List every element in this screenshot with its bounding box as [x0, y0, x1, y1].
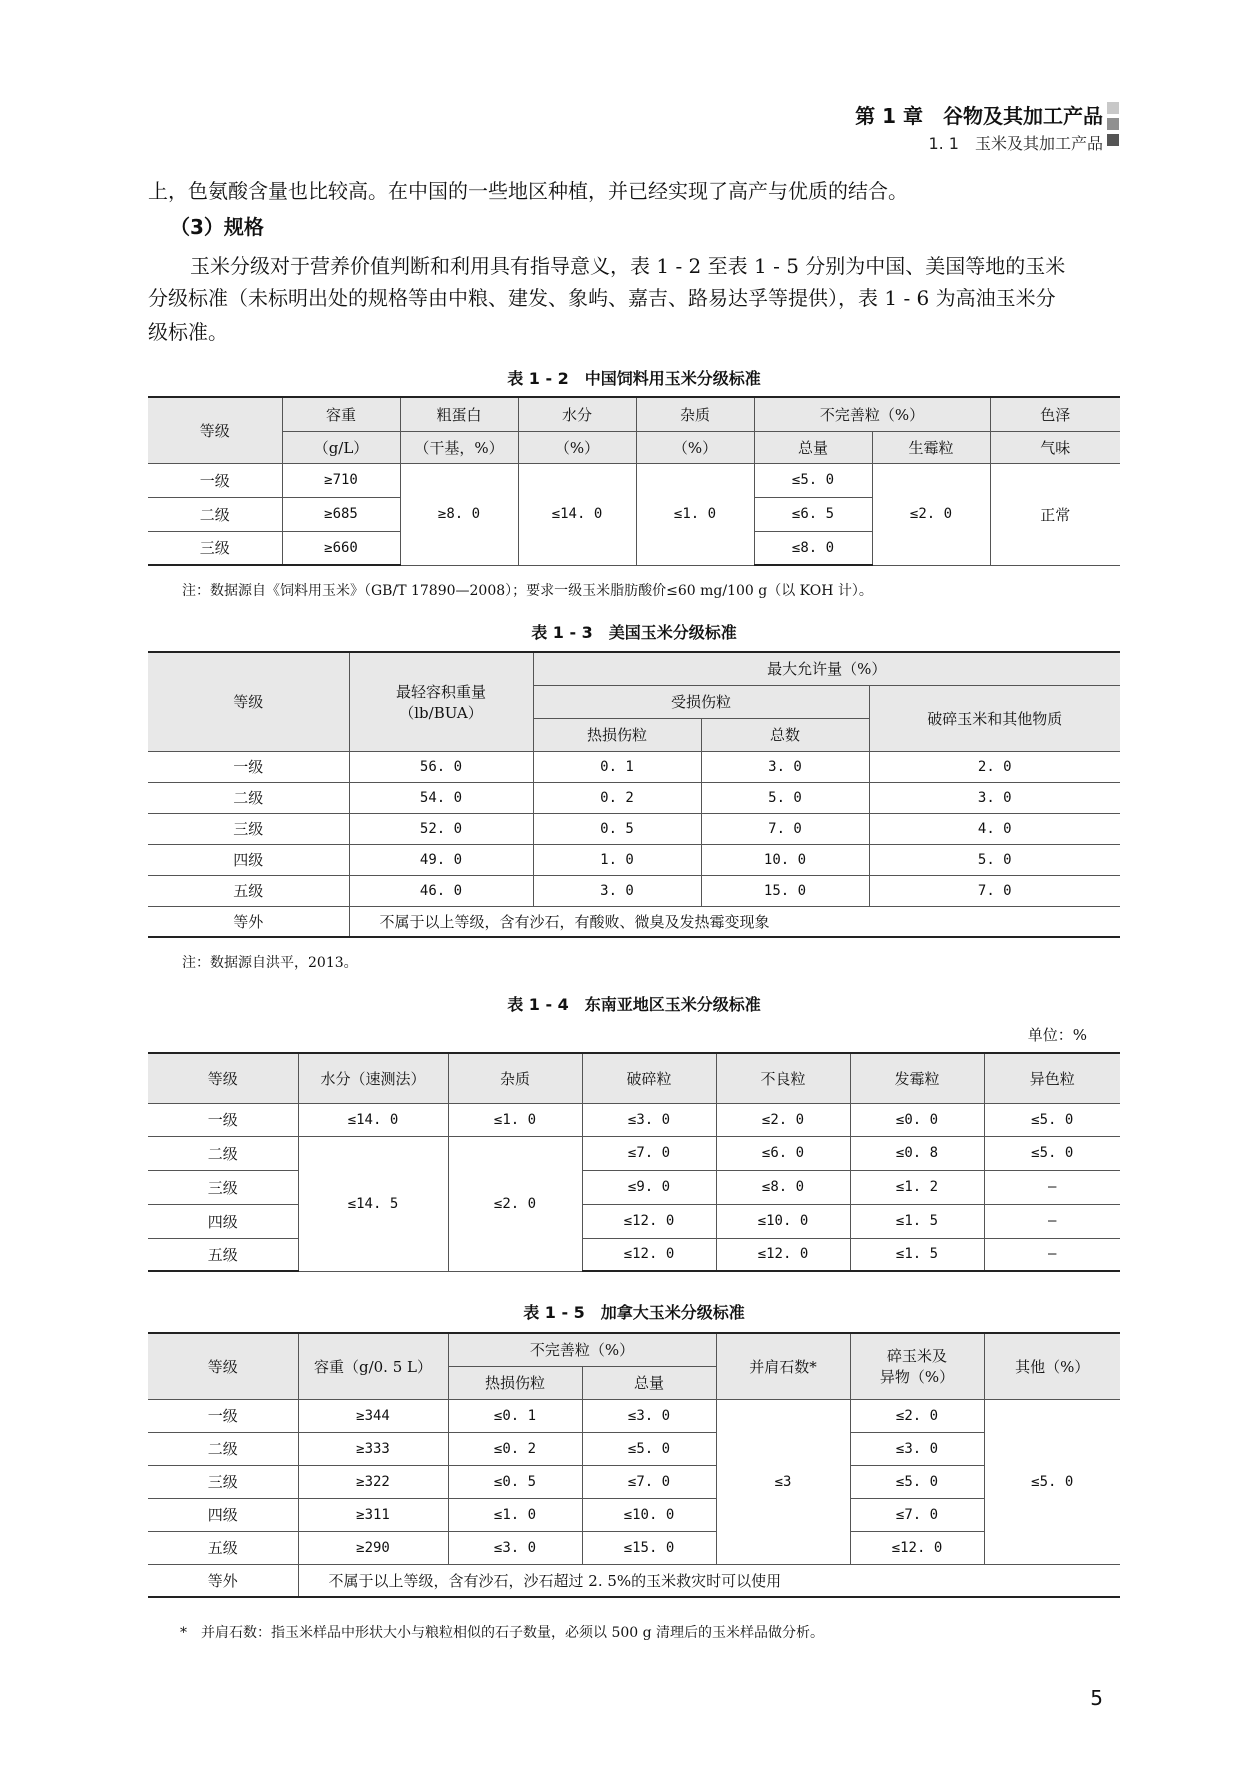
table-caption: 表 1 - 2 中国饲料用玉米分级标准 [507, 369, 761, 388]
cell-weight: 54. 0 [349, 782, 533, 813]
cell-heat: 1. 0 [533, 844, 701, 875]
header-broken-label: 碎玉米及 [886, 1347, 947, 1366]
header-broken-unit: 异物（%） [879, 1368, 955, 1387]
chapter-header: 第 1 章 谷物及其加工产品 [855, 104, 1103, 128]
cell-grade: 一级 [148, 751, 349, 782]
header-broken: 破碎粒 [582, 1053, 716, 1103]
cell-grade: 一级 [148, 1103, 298, 1136]
cell-density: ≥344 [298, 1399, 448, 1432]
cell-broken: ≤3. 0 [850, 1432, 984, 1465]
cell-grade: 等外 [148, 1564, 298, 1597]
cell-heat: 3. 0 [533, 875, 701, 906]
table-row [148, 1103, 1120, 1136]
cell-mold: ≤1. 2 [850, 1170, 984, 1204]
header-heat: 热损伤粒 [533, 718, 701, 751]
cell-bad: ≤6. 0 [716, 1136, 850, 1170]
header-protein-unit: （干基，%） [400, 431, 518, 463]
cell-density: ≥660 [282, 531, 400, 565]
cell-mold: ≤0. 0 [850, 1103, 984, 1136]
cell-impurity: ≤2. 0 [448, 1136, 582, 1271]
cell-moldy: ≤2. 0 [872, 463, 990, 565]
header-total: 总量 [582, 1366, 716, 1399]
cell-density: ≥710 [282, 463, 400, 497]
cell-grade: 一级 [148, 1399, 298, 1432]
header-moisture-unit: （%） [518, 431, 636, 463]
table-row [148, 906, 1120, 937]
cell-grade: 二级 [148, 1136, 298, 1170]
header-weight-unit: （lb/BUA） [399, 703, 483, 722]
cell-off-color: ≤5. 0 [984, 1103, 1120, 1136]
cell-density: ≥322 [298, 1465, 448, 1498]
cell-total: 7. 0 [701, 813, 869, 844]
cell-total: 10. 0 [701, 844, 869, 875]
cell-mold: ≤1. 5 [850, 1238, 984, 1271]
header-imperfect: 不完善粒（%） [754, 397, 990, 431]
table-row [148, 1238, 1120, 1271]
header-other: 其他（%） [984, 1333, 1120, 1399]
square-dark [1107, 134, 1119, 146]
cell-bad: ≤2. 0 [716, 1103, 850, 1136]
table-row [148, 844, 1120, 875]
header-weight-label: 最轻容积重量 [395, 682, 486, 701]
cell-grade: 三级 [148, 531, 282, 565]
table-footnote: * 并肩石数：指玉米样品中形状大小与粮粒相似的石子数量，必须以 500 g 清理后的玉米样品做分析。 [180, 1625, 825, 1641]
square-mid [1107, 118, 1119, 130]
table-china-grades [148, 396, 1120, 566]
header-bad: 不良粒 [716, 1053, 850, 1103]
header-stone: 并肩石数* [716, 1333, 850, 1399]
cell-broken: ≤5. 0 [850, 1465, 984, 1498]
cell-grade: 三级 [148, 813, 349, 844]
cell-moisture: ≤14. 0 [518, 463, 636, 565]
cell-broken: ≤7. 0 [582, 1136, 716, 1170]
header-total: 总量 [754, 431, 872, 463]
cell-grade: 五级 [148, 875, 349, 906]
header-mold: 发霉粒 [850, 1053, 984, 1103]
cell-weight: 56. 0 [349, 751, 533, 782]
header-grade: 等级 [148, 1053, 298, 1103]
header-moldy: 生霉粒 [872, 431, 990, 463]
cell-weight: 46. 0 [349, 875, 533, 906]
cell-density: ≥311 [298, 1498, 448, 1531]
cell-grade: 五级 [148, 1238, 298, 1271]
table-caption: 表 1 - 3 美国玉米分级标准 [531, 623, 737, 642]
cell-broken: 3. 0 [869, 782, 1120, 813]
cell-heat: ≤0. 5 [448, 1465, 582, 1498]
header-off-color: 异色粒 [984, 1053, 1120, 1103]
cell-grade: 二级 [148, 1432, 298, 1465]
table-row [148, 1498, 1120, 1531]
table-unit: 单位：% [1027, 1026, 1087, 1044]
cell-density: ≥685 [282, 497, 400, 531]
cell-bad: ≤8. 0 [716, 1170, 850, 1204]
cell-total: ≤5. 0 [754, 463, 872, 497]
cell-total: ≤5. 0 [582, 1432, 716, 1465]
cell-broken: ≤3. 0 [582, 1103, 716, 1136]
table-usa-grades [148, 651, 1120, 938]
cell-mold: ≤1. 5 [850, 1204, 984, 1238]
table-row [148, 751, 1120, 782]
header-odor: 气味 [990, 431, 1120, 463]
table-row [148, 875, 1120, 906]
page-number: 5 [1090, 1686, 1103, 1710]
table-row [148, 1399, 1120, 1432]
cell-grade: 二级 [148, 497, 282, 531]
cell-broken: ≤2. 0 [850, 1399, 984, 1432]
cell-total: ≤6. 5 [754, 497, 872, 531]
header-weight [349, 652, 533, 751]
cell-other: ≤5. 0 [984, 1399, 1120, 1564]
table-row [148, 1564, 1120, 1597]
cell-total: ≤3. 0 [582, 1399, 716, 1432]
header-imperfect: 不完善粒（%） [448, 1333, 716, 1366]
header-grade: 等级 [148, 652, 349, 751]
cell-heat: ≤3. 0 [448, 1531, 582, 1564]
cell-heat: 0. 5 [533, 813, 701, 844]
header-broken [850, 1333, 984, 1399]
header-broken: 破碎玉米和其他物质 [869, 685, 1120, 751]
cell-grade: 四级 [148, 844, 349, 875]
header-density: 容重（g/0. 5 L） [298, 1333, 448, 1399]
cell-heat: 0. 1 [533, 751, 701, 782]
cell-off-color: — [984, 1204, 1120, 1238]
cell-broken: 5. 0 [869, 844, 1120, 875]
table-row [148, 463, 1120, 497]
cell-heat: 0. 2 [533, 782, 701, 813]
cell-heat: ≤1. 0 [448, 1498, 582, 1531]
table-row [148, 813, 1120, 844]
cell-heat: ≤0. 1 [448, 1399, 582, 1432]
cell-protein: ≥8. 0 [400, 463, 518, 565]
cell-grade: 一级 [148, 463, 282, 497]
table-note: 注：数据源自《饲料用玉米》（GB/T 17890—2008）；要求一级玉米脂肪酸价≤60 mg/100 g（以 KOH 计）。 [182, 583, 873, 599]
header-moisture: 水分（速测法） [298, 1053, 448, 1103]
header-grade: 等级 [148, 1333, 298, 1399]
cell-bad: ≤12. 0 [716, 1238, 850, 1271]
cell-grade: 三级 [148, 1465, 298, 1498]
cell-weight: 49. 0 [349, 844, 533, 875]
section-header: 1. 1 玉米及其加工产品 [928, 134, 1103, 153]
cell-impurity: ≤1. 0 [448, 1103, 582, 1136]
cell-broken: 7. 0 [869, 875, 1120, 906]
cell-extra-text: 不属于以上等级，含有沙石，沙石超过 2. 5%的玉米救灾时可以使用 [298, 1564, 1120, 1597]
header-moisture: 水分 [518, 397, 636, 431]
text-line: 玉米分级对于营养价值判断和利用具有指导意义，表 1 - 2 至表 1 - 5 分别为中国、美国等地的玉米 [190, 254, 1066, 278]
table-row [148, 1136, 1120, 1170]
cell-color: 正常 [990, 463, 1120, 565]
cell-grade: 等外 [148, 906, 349, 937]
cell-heat: ≤0. 2 [448, 1432, 582, 1465]
cell-broken: ≤7. 0 [850, 1498, 984, 1531]
header-protein: 粗蛋白 [400, 397, 518, 431]
cell-broken: 4. 0 [869, 813, 1120, 844]
header-grade: 等级 [148, 397, 282, 463]
cell-mold: ≤0. 8 [850, 1136, 984, 1170]
cell-off-color: ≤5. 0 [984, 1136, 1120, 1170]
cell-broken: ≤12. 0 [582, 1204, 716, 1238]
cell-extra-text: 不属于以上等级，含有沙石，有酸败、微臭及发热霉变现象 [349, 906, 1120, 937]
header-damaged: 受损伤粒 [533, 685, 869, 718]
cell-total: 5. 0 [701, 782, 869, 813]
cell-grade: 三级 [148, 1170, 298, 1204]
cell-impurity: ≤1. 0 [636, 463, 754, 565]
subheading: （3）规格 [170, 215, 264, 239]
cell-total: 3. 0 [701, 751, 869, 782]
header-squares [1107, 102, 1119, 150]
cell-density: ≥333 [298, 1432, 448, 1465]
cell-broken: ≤12. 0 [850, 1531, 984, 1564]
cell-total: 15. 0 [701, 875, 869, 906]
header-density: 容重 [282, 397, 400, 431]
header-max-allowed: 最大允许量（%） [533, 652, 1120, 685]
table-row [148, 1204, 1120, 1238]
table-row [148, 1170, 1120, 1204]
square-light [1107, 102, 1119, 114]
header-density-unit: （g/L） [282, 431, 400, 463]
cell-broken: 2. 0 [869, 751, 1120, 782]
text-line: 分级标准（未标明出处的规格等由中粮、建发、象屿、嘉吉、路易达孚等提供），表 1 - 6 为高油玉米分 [148, 286, 1056, 310]
header-impurity-unit: （%） [636, 431, 754, 463]
cell-moisture: ≤14. 5 [298, 1136, 448, 1271]
table-row [148, 782, 1120, 813]
text-line: 上，色氨酸含量也比较高。在中国的一些地区种植，并已经实现了高产与优质的结合。 [148, 179, 908, 203]
cell-bad: ≤10. 0 [716, 1204, 850, 1238]
cell-total: ≤15. 0 [582, 1531, 716, 1564]
table-caption: 表 1 - 4 东南亚地区玉米分级标准 [507, 995, 761, 1014]
table-sea-grades [148, 1052, 1120, 1272]
cell-broken: ≤12. 0 [582, 1238, 716, 1271]
cell-stone: ≤3 [716, 1399, 850, 1564]
table-row [148, 1465, 1120, 1498]
cell-total: ≤7. 0 [582, 1465, 716, 1498]
cell-grade: 二级 [148, 782, 349, 813]
cell-off-color: — [984, 1170, 1120, 1204]
table-row [148, 1432, 1120, 1465]
header-impurity: 杂质 [448, 1053, 582, 1103]
cell-total: ≤10. 0 [582, 1498, 716, 1531]
cell-density: ≥290 [298, 1531, 448, 1564]
cell-grade: 四级 [148, 1204, 298, 1238]
table-note: 注：数据源自洪平，2013。 [182, 955, 358, 971]
cell-off-color: — [984, 1238, 1120, 1271]
header-heat: 热损伤粒 [448, 1366, 582, 1399]
cell-grade: 五级 [148, 1531, 298, 1564]
table-row [148, 1531, 1120, 1564]
cell-grade: 四级 [148, 1498, 298, 1531]
header-color: 色泽 [990, 397, 1120, 431]
table-canada-grades [148, 1332, 1120, 1598]
cell-weight: 52. 0 [349, 813, 533, 844]
header-total: 总数 [701, 718, 869, 751]
cell-broken: ≤9. 0 [582, 1170, 716, 1204]
table-caption: 表 1 - 5 加拿大玉米分级标准 [523, 1303, 745, 1322]
text-line: 级标准。 [148, 320, 228, 344]
header-impurity: 杂质 [636, 397, 754, 431]
cell-moisture: ≤14. 0 [298, 1103, 448, 1136]
cell-total: ≤8. 0 [754, 531, 872, 565]
